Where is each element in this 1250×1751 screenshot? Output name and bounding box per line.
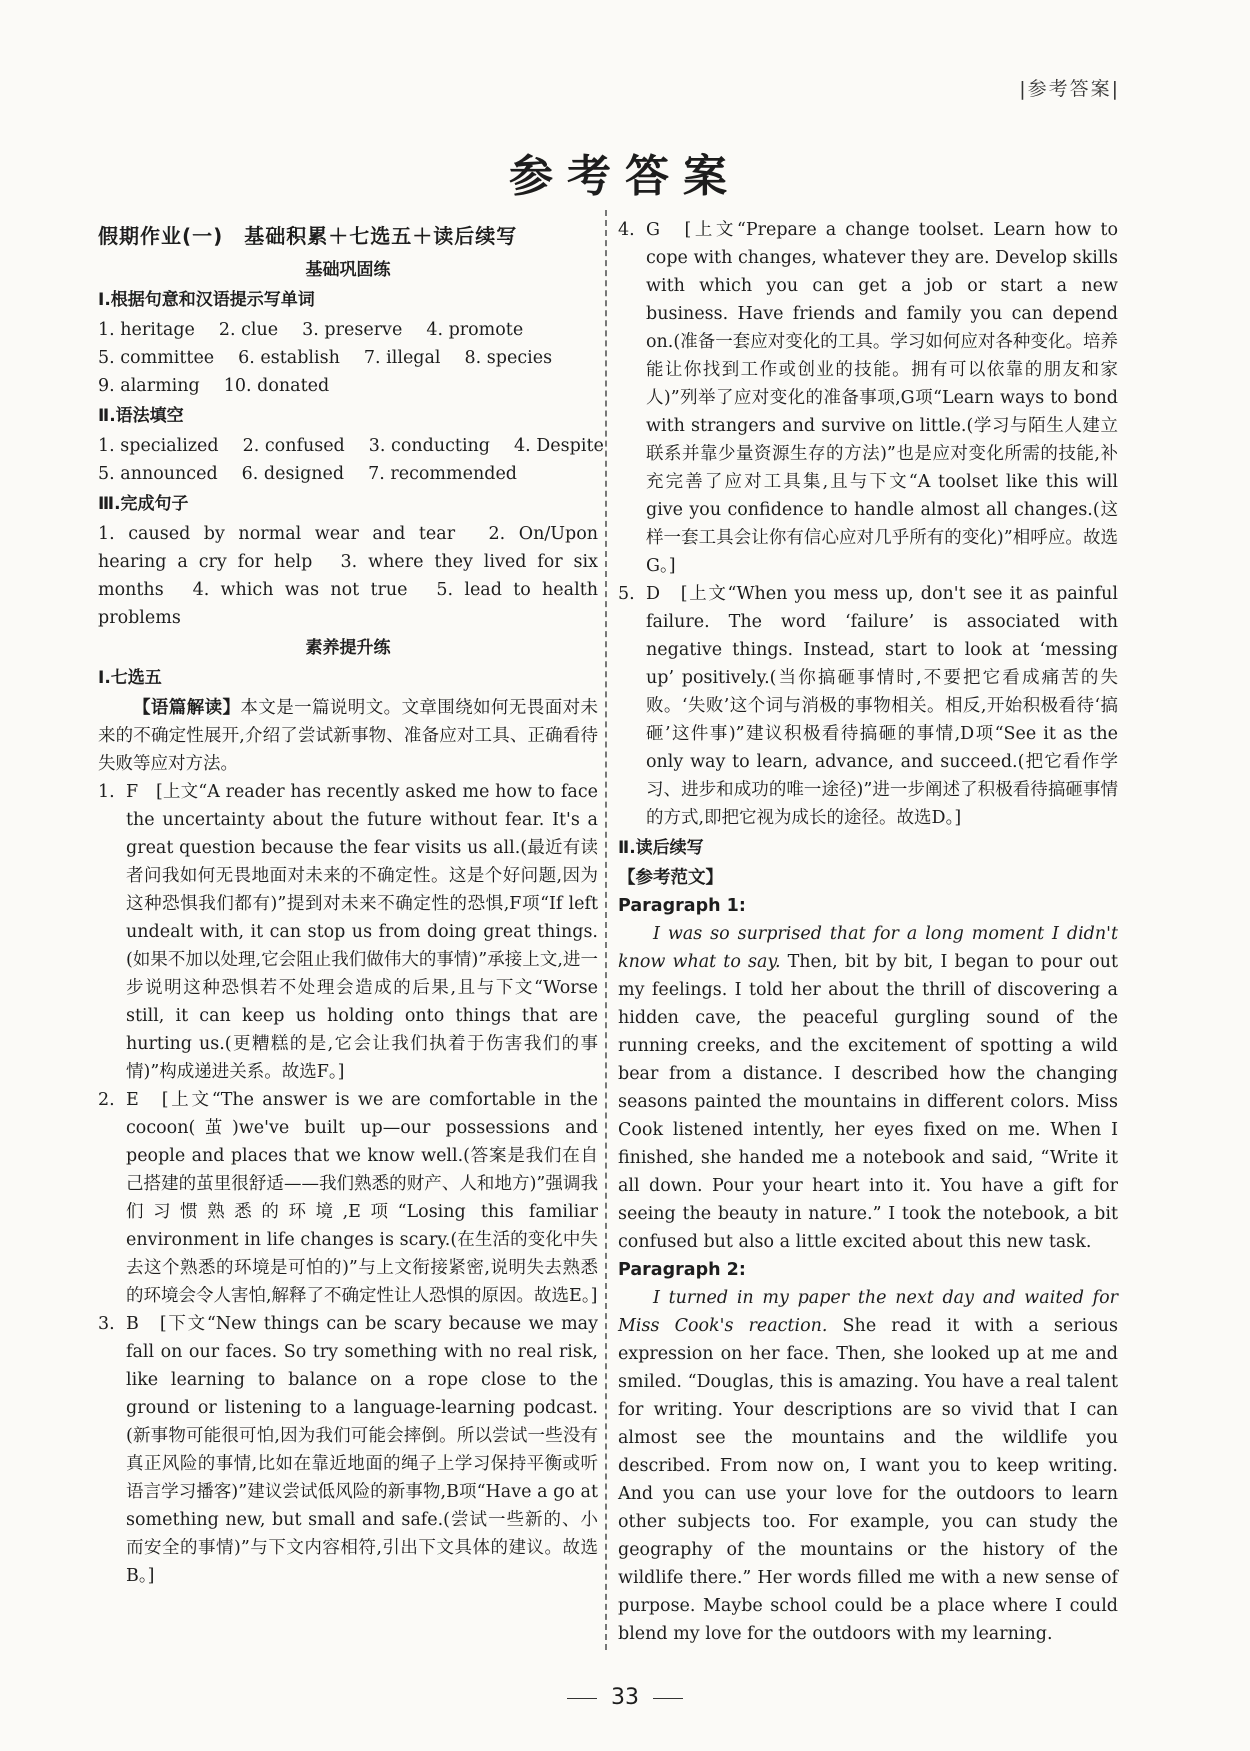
left-column bbox=[98, 222, 604, 1590]
answer-item: 4. G [上文“Prepare a change toolset. Learn how to cope with changes, whatever they are. Develop skills with which you can get a job or start a new business. Have friends and family you can depend on.(准备一套应对变化的工具。学习如何应对各种变化。培养能让你找到工作或创业的技能。拥有可以依靠的朋友和家人)”列举了应对变化的准备事项,G项“Learn ways to bond with strangers and survive on little.(学习与陌生人建立联系并靠少量资源生存的方法)”也是应对变化所需的技能,补充完善了应对工具集,且与下文“A toolset like this will give you confidence to handle almost all changes.(这样一套工具会让你有信心应对几乎所有的变化)”相呼应。故选G。] bbox=[618, 220, 1118, 576]
basic-title: 基础巩固练 bbox=[305, 260, 391, 280]
column-divider bbox=[605, 210, 607, 1650]
answer-line: 5. committee 6. establish 7. illegal 8. species bbox=[98, 348, 553, 368]
answer-line: 1. specialized 2. confused 3. conducting 4. Despite bbox=[98, 436, 604, 456]
writing-title: Ⅱ.读后续写 bbox=[618, 838, 704, 858]
page-number: 33 bbox=[0, 1685, 1250, 1710]
answer-item: 1. F [上文“A reader has recently asked me how to face the uncertainty about the future without fear. It's a great question because the fear visits us all.(最近有读者问我如何无畏地面对未来的不确定性。这是个好问题,因为这种恐惧我们都有)”提到对未来不确定性的恐惧,F项“If left undealt with, it can stop us from doing great things.(如果不加以处理,它会阻止我们做伟大的事情)”承接上文,进一步说明这种恐惧若不处理会造成的后果,且与下文“Worse still, it can keep us holding onto things that are hurting us.(更糟糕的是,它会让我们执着于伤害我们的事情)”构成递进关系。故选F。] bbox=[98, 782, 598, 1082]
answer-item: 3. B [下文“New things can be scary because we may fall on our faces. So try something with no real risk, like learning to balance on a rope close to the ground or listening to a language-learning podcast.(新事物可能很可怕,因为我们可能会摔倒。所以尝试一些没有真正风险的事情,比如在靠近地面的绳子上学习保持平衡或听语言学习播客)”建议尝试低风险的新事物,B项“Have a go at something new, but small and safe.(尝试一些新的、小而安全的事情)”与下文内容相符,引出下文具体的建议。故选B。] bbox=[98, 1314, 598, 1586]
part1-title: Ⅰ.根据句意和汉语提示写单词 bbox=[98, 290, 315, 310]
page-title: 参考答案 bbox=[509, 151, 741, 202]
part3-title: Ⅲ.完成句子 bbox=[98, 494, 189, 514]
model-label: 【参考范文】 bbox=[618, 868, 723, 888]
answer-line: 9. alarming 10. donated bbox=[98, 376, 330, 396]
section-title: 假期作业(一) 基础积累＋七选五＋读后续写 bbox=[98, 224, 518, 248]
paragraph1: I was so surprised that for a long moment I didn't know what to say. Then, bit by bit, I began to pour out my feelings. I told her about the thrill of discovering a hidden cave, the peaceful gurgling sound of the running creeks, and the excitement of spotting a wild bear from a distance. I described how the changing seasons painted the mountains in different colors. Miss Cook listened intently, her eyes fixed on me. When I finished, she handed me a notebook and said, “Write it all down. Pour your heart into it. You have a gift for seeing the beauty in nature.” I took the notebook, a bit confused but also a little excited about this new task. bbox=[618, 924, 1118, 1252]
qx-title: Ⅰ.七选五 bbox=[98, 668, 162, 688]
part3-answers: 1. caused by normal wear and tear 2. On/Upon hearing a cry for help 3. where they lived for six months 4. which was not true 5. lead to health problems bbox=[98, 524, 598, 628]
answer-item: 5. D [上文“When you mess up, don't see it as painful failure. The word ‘failure’ is associated with negative things. Instead, start to look at ‘messing up’ positively.(当你搞砸事情时,不要把它看成痛苦的失败。‘失败’这个词与消极的事物相关。相反,开始积极看待‘搞砸’这件事)”建议积极看待搞砸的事情,D项“See it as the only way to learn, advance, and succeed.(把它看作学习、进步和成功的唯一途径)”进一步阐述了积极看待搞砸事情的方式,即把它视为成长的途径。故选D。] bbox=[618, 584, 1118, 828]
answer-line: 1. heritage 2. clue 3. preserve 4. promote bbox=[98, 320, 524, 340]
right-column bbox=[618, 216, 1118, 1648]
paragraph2-label: Paragraph 2: bbox=[618, 1260, 746, 1280]
paragraph1-label: Paragraph 1: bbox=[618, 896, 746, 916]
header-tag: |参考答案| bbox=[1019, 78, 1120, 100]
paragraph2: I turned in my paper the next day and waited for Miss Cook's reaction. She read it with a serious expression on her face. Then, she looked up at me and smiled. “Douglas, this is amazing. You have a real talent for writing. Your descriptions are so vivid that I can almost see the mountains and the wildlife you described. From now on, I want you to keep writing. And you can use your love for the outdoors to learn other subjects too. For example, you can study the geography of the mountains or the history of the wildlife there.” Her words filled me with a new sense of purpose. Maybe school could be a place where I could blend my love for the outdoors with my learning. bbox=[618, 1288, 1118, 1644]
answer-item: 2. E [上文“The answer is we are comfortable in the cocoon(茧)we've built up—our possessions and people and places that we know well.(答案是我们在自己搭建的茧里很舒适——我们熟悉的财产、人和地方)”强调我们习惯熟悉的环境,E项“Losing this familiar environment in life changes is scary.(在生活的变化中失去这个熟悉的环境是可怕的)”与上文衔接紧密,说明失去熟悉的环境会令人害怕,解释了不确定性让人恐惧的原因。故选E。] bbox=[98, 1090, 598, 1306]
part2-title: Ⅱ.语法填空 bbox=[98, 406, 184, 426]
improve-title: 素养提升练 bbox=[305, 638, 391, 658]
passage-intro: 【语篇解读】本文是一篇说明文。文章围绕如何无畏面对未来的不确定性展开,介绍了尝试新事物、准备应对工具、正确看待失败等应对方法。 bbox=[98, 698, 599, 774]
answer-line: 5. announced 6. designed 7. recommended bbox=[98, 464, 518, 484]
